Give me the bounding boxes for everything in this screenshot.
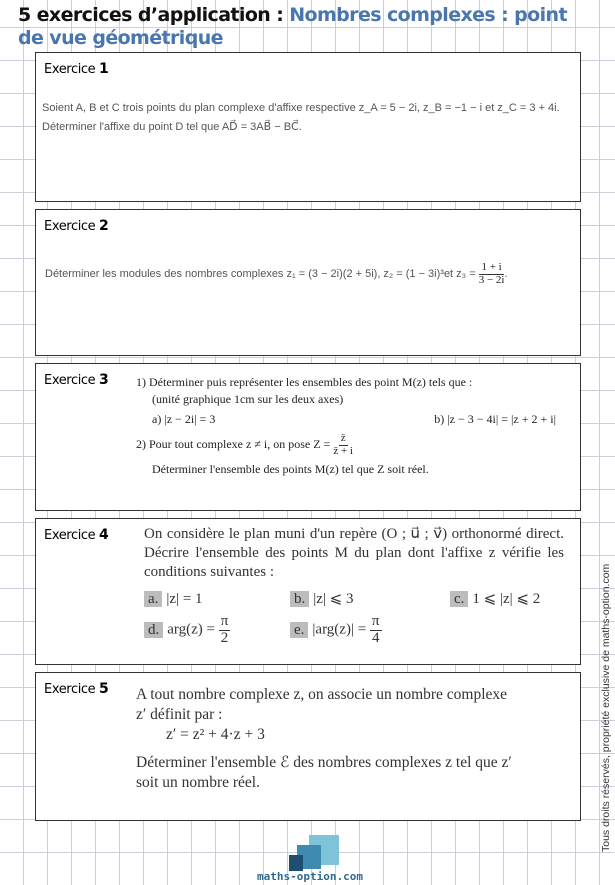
text-line: Déterminer l'ensemble des points M(z) tel que Z soit réel. [152,462,429,477]
text-line: 1) Déterminer puis représenter les ensembles des point M(z) tels que : [136,375,473,389]
fraction: $\frac{z̄}{z̄ + i}$ [333,432,353,457]
text-line: A tout nombre complexe z, on associe un nombre complexe [136,686,508,703]
logo-text[interactable]: maths-option.com [257,870,363,883]
exercise-4 [35,518,581,665]
exercise-text [42,99,574,137]
text-line: Déterminer l'ensemble ℰ des nombres complexes z tel que z′ [136,754,512,771]
item-d: d. arg(z) = $\frac{\pi}{2}$ [144,614,230,647]
exercise-2 [35,209,581,356]
text-line: Déterminer l'affixe du point D tel que AD⃗ = 3AB⃗ − BC⃗. [42,121,302,133]
text-line: z′ définit par : [136,706,223,723]
exercise-1 [35,52,581,202]
exercise-label: Exercice 2 [44,218,109,234]
item-e: e. |arg(z)| = $\frac{\pi}{4}$ [290,614,382,647]
exercise-text [136,374,556,478]
logo-icon [287,835,347,871]
item-c: c. 1 ⩽ |z| ⩽ 2 [450,590,540,609]
title-prefix: 5 exercices d’application : [18,4,290,26]
text-line: Déterminer les modules des nombres complexes z₁ = (3 − 2i)(2 + 5i), z₂ = (1 − 3i)³et z₃ = [45,267,479,280]
exercise-text: Déterminer les modules des nombres complexes z₁ = (3 − 2i)(2 + 5i), z₂ = (1 − 3i)³et z₃ = $\frac{1 + i}{3 - 2i}$ . [45,261,508,286]
item-b: b. |z| ⩽ 3 [290,590,353,609]
text-line: soit un nombre réel. [136,774,260,791]
question-b: b) |z − 3 − 4i| = |z + 2 + i| [434,412,556,426]
exercise-label: Exercice 5 [44,681,109,697]
text-line: (unité graphique 1cm sur les deux axes) [152,392,344,406]
exercise-label: Exercice 4 [44,527,109,543]
copyright-text: Tous droits réservés, propriété exclusive de maths-option.com [600,563,612,852]
exercise-text [136,685,576,793]
equation: z′ = z² + 4·z + 3 [166,726,265,743]
exercise-text [144,525,564,650]
exercise-label: Exercice 3 [44,372,109,388]
text-line: On considère le plan muni d'un repère (O ; u⃗ ; v⃗) orthonormé direct. Décrire l'ensemble des points M du plan dont l'affixe z vérifie les conditions suivantes : [144,526,564,580]
exercise-3 [35,363,581,511]
page-title [18,4,588,50]
text-line: 2) Pour tout complexe z ≠ i, on pose Z = [136,436,334,451]
exercise-5 [35,672,581,821]
title-topic: Nombres complexes : point de vue géométrique [18,4,567,49]
fraction: $\frac{1 + i}{3 - 2i}$ [478,261,505,286]
question-a: a) |z − 2i| = 3 [152,412,216,426]
exercise-label: Exercice 1 [44,61,109,77]
text-line: Soient A, B et C trois points du plan complexe d'affixe respective z_A = 5 − 2i, z_B = −1 − i et z_C = 3 + 4i. [42,102,560,114]
item-a: a. |z| = 1 [144,590,203,609]
